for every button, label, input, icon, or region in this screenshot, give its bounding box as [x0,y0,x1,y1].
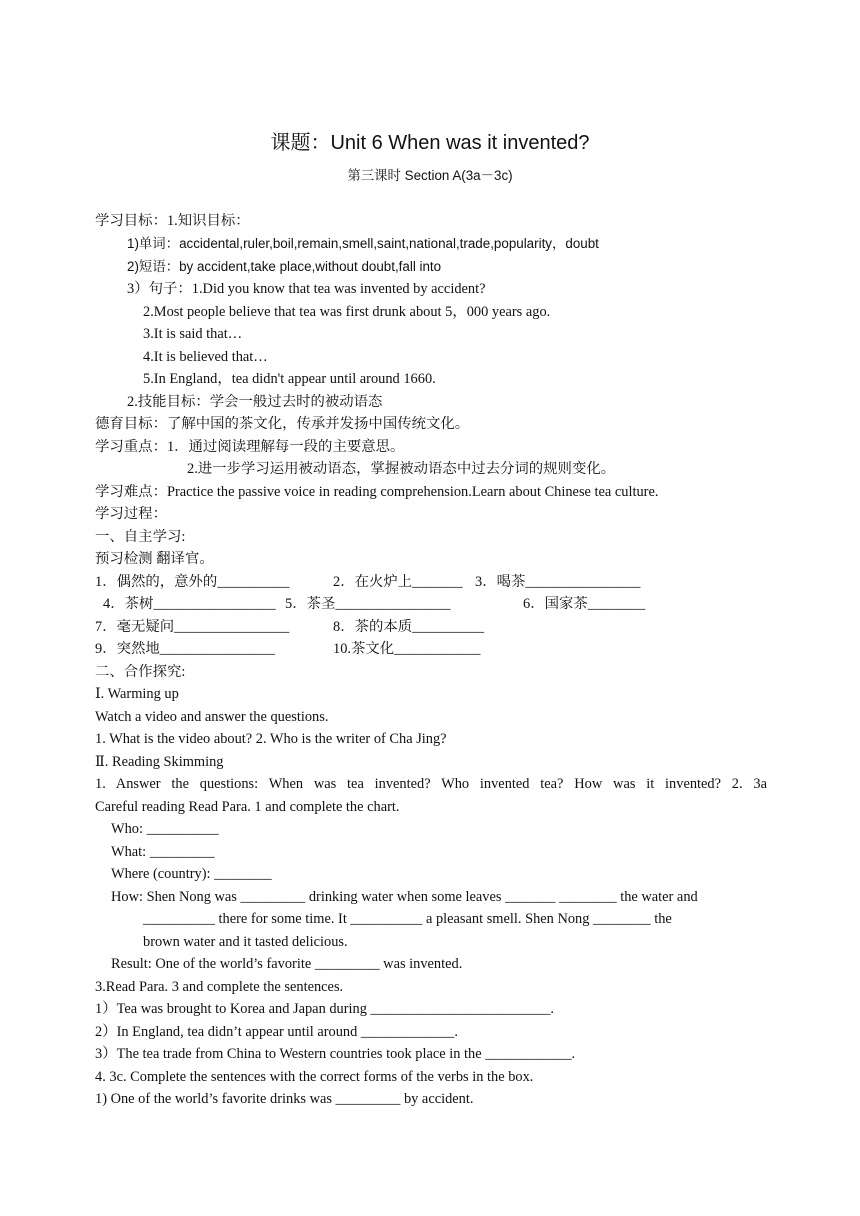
chart-what: What: _________ [111,844,215,860]
translation-item: 10.茶文化____________ [333,641,481,657]
task-item: 1）Tea was brought to Korea and Japan during _________________________. [95,1001,555,1017]
sentence-item: 4.It is believed that… [143,349,268,365]
subsection-heading: Ⅱ. Reading Skimming [95,754,224,770]
translation-item: 5．茶圣________________ [285,596,451,612]
page-title: 课题：Unit 6 When was it invented? [270,132,590,154]
chart-how: How: Shen Nong was _________ drinking water when some leaves _______ ________ the water and [111,889,698,905]
translation-item: 3．喝茶________________ [475,574,641,590]
difficulty-line: 学习难点：Practice the passive voice in reading comprehension.Learn about Chinese tea culture. [95,484,659,500]
translation-item: 8．茶的本质__________ [333,619,485,635]
task-heading: 3.Read Para. 3 and complete the sentences. [95,979,344,995]
section-heading: 二、合作探究: [95,664,186,680]
task-item: 3）The tea trade from China to Western countries took place in the ____________. [95,1046,576,1062]
chart-result: Result: One of the world’s favorite _________ was invented. [111,956,463,972]
phrases-line: 2)短语：by accident,take place,without doubt,fall into [127,259,442,274]
preview-line: 预习检测 翻译官。 [95,551,214,567]
translation-item: 2．在火炉上_______ [333,574,463,590]
key-points-line: 学习重点：1．通过阅读理解每一段的主要意思。 [95,439,405,455]
section-heading: 一、自主学习: [95,529,186,545]
objectives-heading: 学习目标：1.知识目标： [95,213,250,229]
translation-item: 4．茶树_________________ [103,596,276,612]
skill-objective: 2.技能目标：学会一般过去时的被动语态 [127,394,383,410]
sentence-item: 3.It is said that… [143,326,243,342]
question-line: 1. Answer the questions: When was tea invented? Who invented tea? How was it invented? 2. 3a [95,776,767,792]
translation-item: 6．国家茶________ [523,596,646,612]
sentence-item: 2.Most people believe that tea was first drunk about 5，000 years ago. [143,304,551,320]
key-points-line: 2.进一步学习运用被动语态，掌握被动语态中过去分词的规则变化。 [187,461,616,477]
sentence-item: 5.In England，tea didn't appear until around 1660. [143,371,436,387]
subsection-heading: Ⅰ. Warming up [95,686,179,702]
chart-how-continued: __________ there for some time. It __________ a pleasant smell. Shen Nong ________ the [143,911,672,927]
page-subtitle: 第三课时 Section A(3a－3c) [347,168,513,183]
translation-item: 7．毫无疑问________________ [95,619,290,635]
translation-item: 9．突然地________________ [95,641,275,657]
process-heading: 学习过程： [95,506,167,522]
moral-objective: 德育目标：了解中国的茶文化，传承并发扬中国传统文化。 [95,416,470,432]
question-line: 1. What is the video about? 2. Who is the writer of Cha Jing? [95,731,447,747]
instruction-line: Watch a video and answer the questions. [95,709,329,725]
chart-where: Where (country): ________ [111,866,272,882]
translation-item: 1．偶然的，意外的__________ [95,574,290,590]
chart-how-continued: brown water and it tasted delicious. [143,934,348,950]
task-heading: 4. 3c. Complete the sentences with the correct forms of the verbs in the box. [95,1069,534,1085]
task-item: 2）In England, tea didn’t appear until around _____________. [95,1024,459,1040]
sentences-heading: 3）句子：1.Did you know that tea was invented by accident? [127,281,486,297]
instruction-line: Careful reading Read Para. 1 and complete the chart. [95,799,400,815]
vocabulary-line: 1)单词：accidental,ruler,boil,remain,smell,saint,national,trade,popularity，doubt [127,236,599,251]
task-item: 1) One of the world’s favorite drinks was _________ by accident. [95,1091,474,1107]
chart-who: Who: __________ [111,821,219,837]
